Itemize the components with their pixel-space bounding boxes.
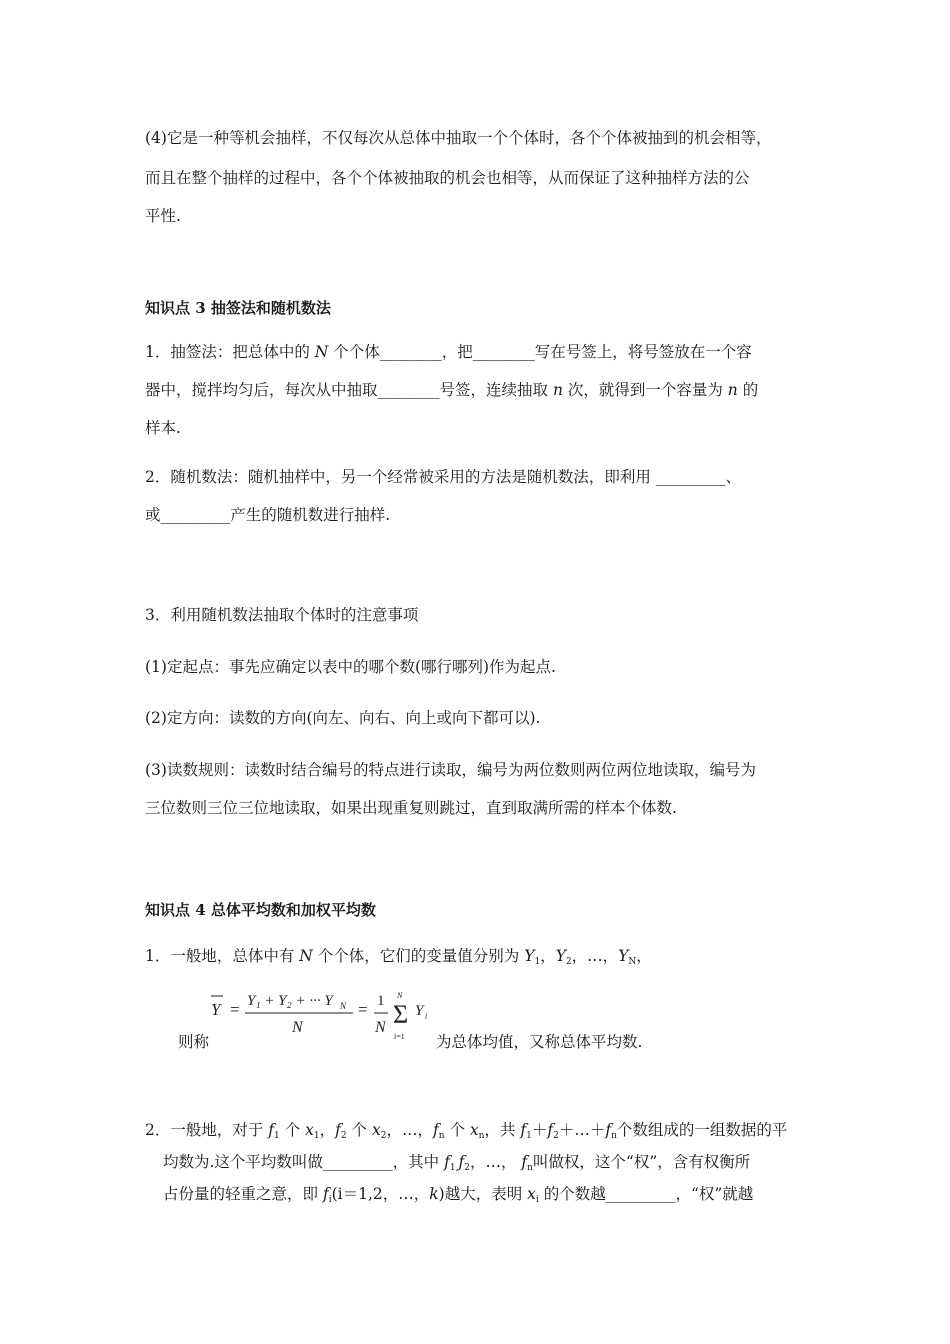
k3-item1-line-3: 样本. [145,419,181,437]
sum-upper-limit: N [397,991,403,1000]
k3-item1-line-2: 器中，搅拌均匀后，每次从中抽取________号签，连续抽取 n 次，就得到一个容量为 n 的 [145,381,759,399]
equals-sign-2: = [358,1000,368,1019]
k4-item2-line-3: 占份量的轻重之意，即 $f_i(i=1,2$，…，k)越大，表明 $x_i$ 的个数越_________，“权”就越 [163,1185,754,1205]
section-heading-3: 知识点 3 抽签法和随机数法 [145,299,331,317]
k4-item2-line-2: 均数为.这个平均数叫做_________，其中 $f_{1,}f_2$，…， $f_n$叫做权，这个“权”，含有权衡所 [163,1153,751,1173]
paragraph-4-line-3: 平性. [145,207,181,225]
k4-item2-line-1: 2．一般地，对于 $f_1$ 个 $x_1$，$f_2$ 个 $x_2$，…，$f_n$ 个 $x_n$，共 $f_1+f_2+\dots+f_n$个数组成的一组数据的平 [145,1121,788,1141]
k3-item1-line-1: 1．抽签法：把总体中的 N 个个体________，把________写在号签上，将号签放在一个容 [145,343,752,361]
sum-term: Y [415,1003,424,1019]
k4-item1-line-1: 1．一般地，总体中有 N 个个体，它们的变量值分别为 $Y_1$，$Y_2$，…，$Y_N$， [145,947,652,967]
k3-item3-rule-2: (2)定方向：读数的方向(向左、向右、向上或向下都可以). [145,709,541,727]
formula-description: 为总体均值，又称总体平均数. [436,1033,643,1051]
formula-numerator-subscript: N [340,1001,347,1011]
one-over-numerator: 1 [377,993,385,1009]
sum-lower-limit: i=1 [394,1032,405,1041]
k3-item3-rule-3-line-2: 三位数则三位三位地读取，如果出现重复则跳过，直到取满所需的样本个体数. [145,799,677,817]
equals-sign-1: = [230,1000,240,1019]
k3-item2-line-2: 或_________产生的随机数进行抽样. [145,506,391,524]
population-mean-formula [205,985,445,1053]
paragraph-4-line-2: 而且在整个抽样的过程中，各个个体被抽取的机会也相等，从而保证了这种抽样方法的公 [145,169,750,187]
summation-sign: Σ [393,1000,409,1029]
ybar-symbol: Y [211,1000,221,1019]
sum-term-subscript: i [425,1012,428,1021]
formula-label: 则称 [178,1033,210,1051]
k3-item3-title: 3．利用随机数法抽取个体时的注意事项 [145,606,419,624]
one-over-denominator: N [375,1019,386,1036]
k3-item3-rule-1: (1)定起点：事先应确定以表中的哪个数(哪行哪列)作为起点. [145,658,556,676]
k3-item2-line-1: 2．随机数法：随机抽样中，另一个经常被采用的方法是随机数法，即利用 _________、 [145,468,742,486]
formula-numerator: Y₁ + Y₂ + ··· Y [247,993,333,1009]
formula-denominator: N [292,1019,303,1036]
paragraph-4-line-1: (4)它是一种等机会抽样，不仅每次从总体中抽取一个个体时，各个个体被抽到的机会相等， [145,129,772,147]
k3-item3-rule-3-line-1: (3)读数规则：读数时结合编号的特点进行读取，编号为两位数则两位两位地读取，编号为 [145,761,756,779]
section-heading-4: 知识点 4 总体平均数和加权平均数 [145,901,376,919]
